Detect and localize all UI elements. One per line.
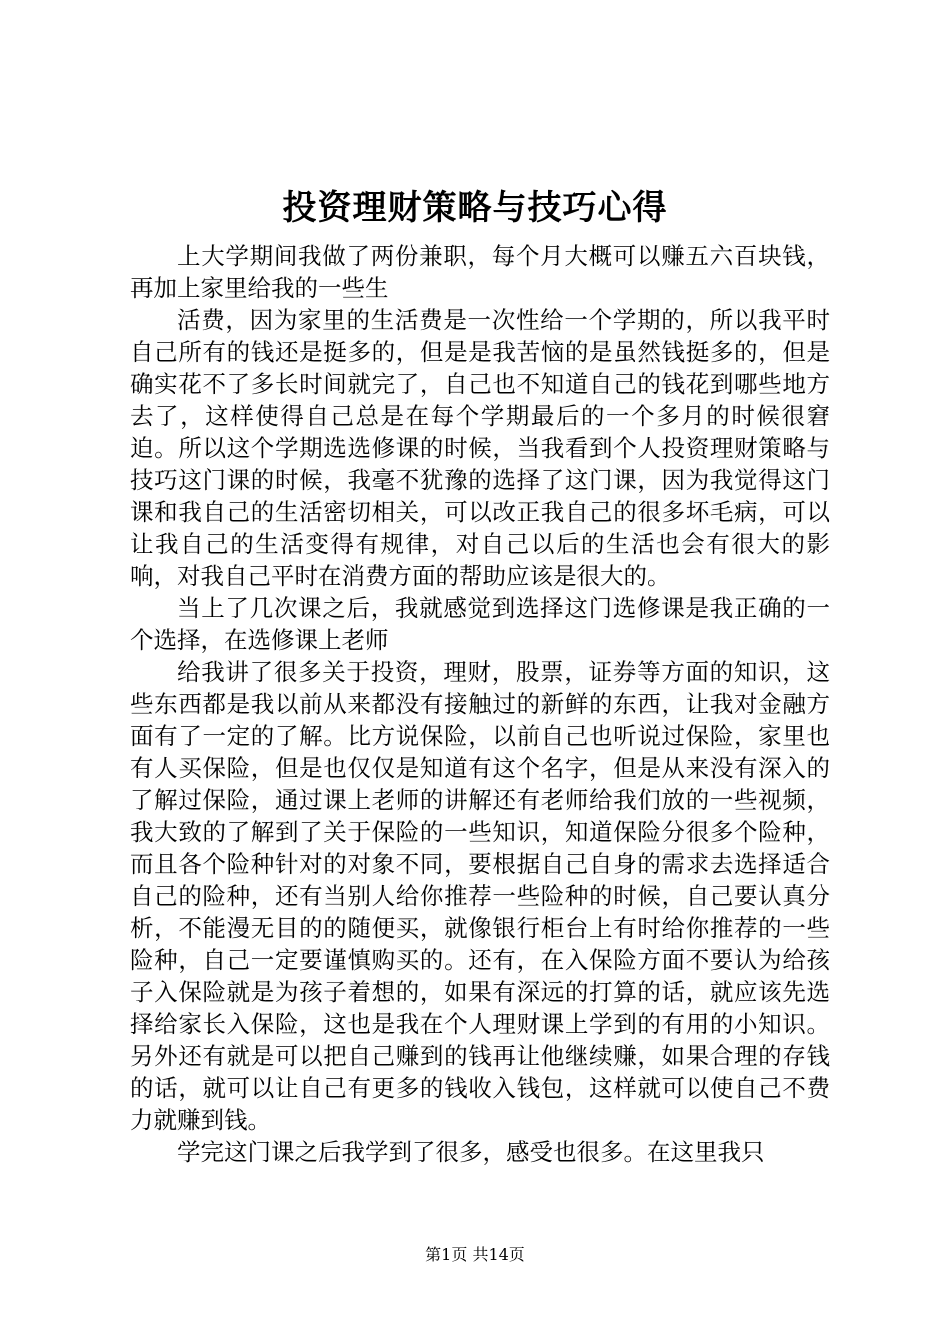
page-number-footer: 第1页 共14页 [425, 1245, 525, 1264]
paragraph: 给我讲了很多关于投资，理财，股票，证券等方面的知识，这些东西都是我以前从来都没有接触过的新鲜的东西，让我对金融方面有了一定的了解。比方说保险，以前自己也听说过保险，家里也有人买保险，但是也仅仅是知道有这个名字，但是从来没有深入的了解过保险，通过课上老师的讲解还有老师给我们放的一些视频，我大致的了解到了关于保险的一些知识，知道保险分很多个险种，而且各个险种针对的对象不同，要根据自己自身的需求去选择适合自己的险种，还有当别人给你推荐一些险种的时候，自己要认真分析，不能漫无目的的随便买，就像银行柜台上有时给你推荐的一些险种，自己一定要谨慎购买的。还有，在入保险方面不要认为给孩子入保险就是为孩子着想的，如果有深远的打算的话，就应该先选择给家长入保险，这也是我在个人理财课上学到的有用的小知识。另外还有就是可以把自己赚到的钱再让他继续赚，如果合理的存钱的话，就可以让自己有更多的钱收入钱包，这样就可以使自己不费力就赚到钱。 [130, 658, 830, 1134]
paragraph: 活费，因为家里的生活费是一次性给一个学期的，所以我平时自己所有的钱还是挺多的，但是是我苦恼的是虽然钱挺多的，但是确实花不了多长时间就完了，自己也不知道自己的钱花到哪些地方去了，这样使得自己总是在每个学期最后的一个多月的时候很窘迫。所以这个学期选选修课的时候，当我看到个人投资理财策略与技巧这门课的时候，我毫不犹豫的选择了这门课，因为我觉得这门课和我自己的生活密切相关，可以改正我自己的很多坏毛病，可以让我自己的生活变得有规律，对自己以后的生活也会有很大的影响，对我自己平时在消费方面的帮助应该是很大的。 [130, 306, 830, 590]
paragraph: 学完这门课之后我学到了很多，感受也很多。在这里我只 [177, 1138, 765, 1166]
paragraph: 上大学期间我做了两份兼职，每个月大概可以赚五六百块钱，再加上家里给我的一些生 [130, 242, 830, 302]
paragraph: 当上了几次课之后，我就感觉到选择这门选修课是我正确的一个选择，在选修课上老师 [130, 594, 830, 654]
document-title: 投资理财策略与技巧心得 [282, 188, 668, 228]
document-body [130, 240, 830, 1168]
